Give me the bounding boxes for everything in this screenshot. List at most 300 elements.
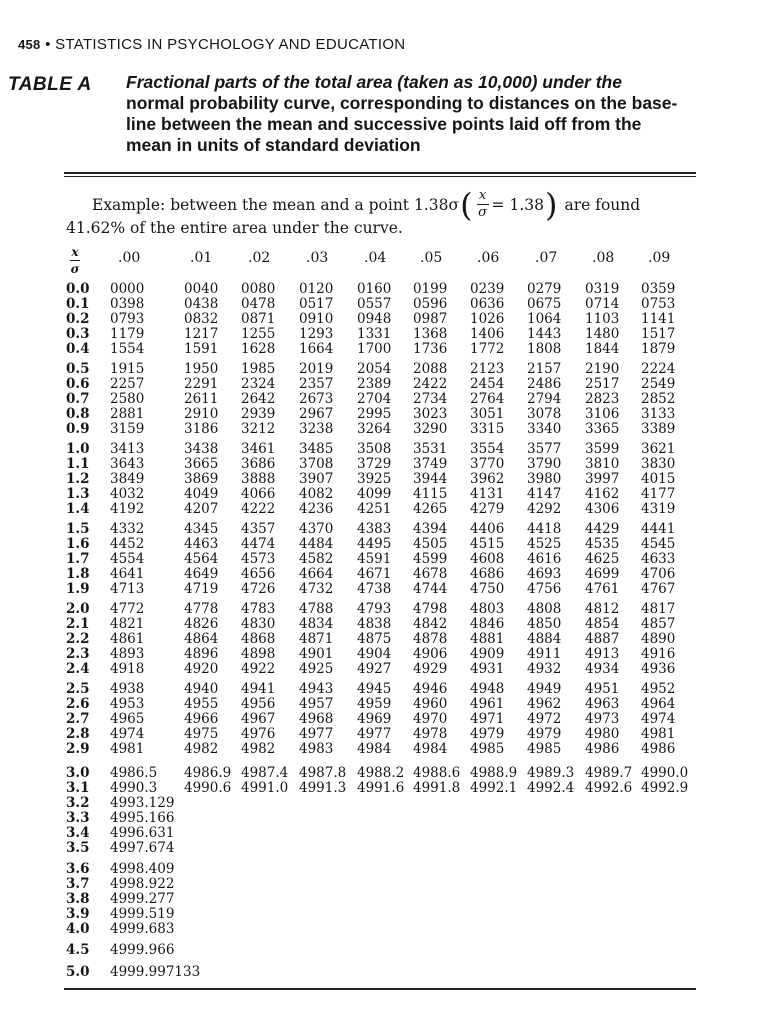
area-value: 4936 [641, 660, 676, 677]
area-value: 4898 [241, 645, 276, 662]
column-header: .02 [248, 250, 271, 266]
area-value: 4803 [470, 601, 505, 617]
area-value: 4279 [470, 500, 505, 517]
area-value: 4834 [299, 615, 334, 632]
area-value: 4049 [184, 485, 219, 502]
area-value: 4599 [413, 550, 448, 567]
area-value: 0438 [184, 295, 219, 312]
area-value: 0040 [184, 281, 219, 297]
area-value: 4726 [241, 580, 276, 597]
area-value: 4812 [585, 601, 620, 617]
area-value: 2389 [357, 375, 392, 392]
area-value: 3212 [241, 420, 276, 437]
area-value: 3925 [357, 470, 392, 487]
area-value: 0120 [299, 281, 334, 297]
area-value: 4978 [413, 725, 448, 742]
area-value: 0557 [357, 295, 392, 312]
area-value: 4987.8 [299, 765, 347, 781]
area-value: 4983 [299, 740, 334, 757]
area-value: 4778 [184, 601, 219, 617]
area-value: 4868 [241, 630, 276, 647]
area-value: 4756 [527, 580, 562, 597]
area-value: 1591 [184, 340, 219, 357]
area-value: 3729 [357, 455, 392, 472]
area-value: 4633 [641, 550, 676, 567]
area-value: 3365 [585, 420, 620, 437]
area-value: 4931 [470, 660, 505, 677]
area-value: 4693 [527, 565, 562, 582]
z-value: 0.7 [66, 390, 90, 407]
area-value: 4573 [241, 550, 276, 567]
area-value: 1026 [470, 310, 505, 327]
area-value: 3023 [413, 405, 448, 422]
area-value: 4474 [241, 535, 276, 552]
area-value: 0160 [357, 281, 392, 297]
area-value: 1443 [527, 325, 562, 342]
column-header: .09 [648, 250, 671, 266]
area-value: 4251 [357, 500, 392, 517]
area-value: 0596 [413, 295, 448, 312]
z-denominator: σ [70, 262, 80, 276]
area-value: 4821 [110, 615, 145, 632]
area-value: 4901 [299, 645, 334, 662]
area-value: 4991.8 [413, 779, 461, 796]
area-value: 4979 [527, 725, 562, 742]
column-header: .03 [306, 250, 329, 266]
area-value: 2967 [299, 405, 334, 422]
area-value: 4082 [299, 485, 334, 502]
area-value: 4960 [413, 695, 448, 712]
area-value: 3869 [184, 470, 219, 487]
area-value: 3508 [357, 441, 392, 457]
area-value: 4996.631 [110, 824, 175, 841]
area-value: 4545 [641, 535, 676, 552]
area-value: 4968 [299, 710, 334, 727]
area-value: 3264 [357, 420, 392, 437]
area-value: 4484 [299, 535, 334, 552]
area-value: 1517 [641, 325, 676, 342]
area-value: 4977 [299, 725, 334, 742]
column-header: .08 [592, 250, 615, 266]
area-value: 4838 [357, 615, 392, 632]
z-value: 3.0 [66, 765, 90, 781]
area-value: 2823 [585, 390, 620, 407]
area-value: 3599 [585, 441, 620, 457]
area-value: 1293 [299, 325, 334, 342]
area-value: 1628 [241, 340, 276, 357]
area-value: 4929 [413, 660, 448, 677]
area-value: 3159 [110, 420, 145, 437]
frac-numerator: x [478, 188, 487, 203]
area-value: 4830 [241, 615, 276, 632]
area-value: 4772 [110, 601, 145, 617]
area-value: 4999.519 [110, 905, 175, 922]
area-value: 4992.6 [585, 779, 633, 796]
area-value: 1406 [470, 325, 505, 342]
area-value: 4970 [413, 710, 448, 727]
z-value: 2.6 [66, 695, 90, 712]
area-value: 4871 [299, 630, 334, 647]
area-value: 4099 [357, 485, 392, 502]
area-value: 3461 [241, 441, 276, 457]
column-header: .01 [190, 250, 213, 266]
area-value: 4974 [110, 725, 145, 742]
area-value: 4938 [110, 681, 145, 697]
area-value: 4986 [585, 740, 620, 757]
area-value: 4808 [527, 601, 562, 617]
area-value: 3888 [241, 470, 276, 487]
area-value: 3907 [299, 470, 334, 487]
area-value: 4959 [357, 695, 392, 712]
area-value: 1844 [585, 340, 620, 357]
area-value: 4236 [299, 500, 334, 517]
area-value: 4971 [470, 710, 505, 727]
caption-line: mean in units of standard deviation [126, 135, 421, 155]
area-value: 4988.6 [413, 765, 461, 781]
area-value: 4988.9 [470, 765, 518, 781]
z-value: 2.2 [66, 630, 90, 647]
area-value: 1808 [527, 340, 562, 357]
z-value: 2.8 [66, 725, 90, 742]
z-value: 0.8 [66, 405, 90, 422]
column-header: .04 [364, 250, 387, 266]
area-value: 1879 [641, 340, 676, 357]
z-value: 5.0 [66, 964, 90, 980]
z-value: 0.3 [66, 325, 90, 342]
z-value: 1.3 [66, 485, 90, 502]
area-value: 0359 [641, 281, 676, 297]
z-value: 1.6 [66, 535, 90, 552]
area-value: 4975 [184, 725, 219, 742]
area-value: 4961 [470, 695, 505, 712]
area-value: 1368 [413, 325, 448, 342]
area-value: 0987 [413, 310, 448, 327]
area-value: 4319 [641, 500, 676, 517]
area-value: 4881 [470, 630, 505, 647]
area-value: 1772 [470, 340, 505, 357]
area-value: 4982 [184, 740, 219, 757]
area-value: 2157 [527, 361, 562, 377]
z-value: 3.6 [66, 861, 90, 877]
area-value: 4429 [585, 521, 620, 537]
area-value: 4678 [413, 565, 448, 582]
area-value: 4564 [184, 550, 219, 567]
area-value: 4934 [585, 660, 620, 677]
z-value: 1.5 [66, 521, 90, 537]
area-value: 4962 [527, 695, 562, 712]
area-value: 4452 [110, 535, 145, 552]
z-value: 0.4 [66, 340, 90, 357]
area-value: 3238 [299, 420, 334, 437]
area-value: 4913 [585, 645, 620, 662]
z-value: 4.0 [66, 920, 90, 937]
area-value: 4984 [413, 740, 448, 757]
area-value: 4955 [184, 695, 219, 712]
area-value: 1255 [241, 325, 276, 342]
z-value: 1.0 [66, 441, 90, 457]
z-value: 1.1 [66, 455, 90, 472]
area-value: 3078 [527, 405, 562, 422]
area-value: 3554 [470, 441, 505, 457]
area-value: 3749 [413, 455, 448, 472]
area-value: 0910 [299, 310, 334, 327]
area-value: 2704 [357, 390, 392, 407]
area-value: 1664 [299, 340, 334, 357]
z-value: 0.1 [66, 295, 90, 312]
area-value: 4357 [241, 521, 276, 537]
bullet: • [45, 36, 51, 53]
area-value: 4906 [413, 645, 448, 662]
area-value: 4850 [527, 615, 562, 632]
area-value: 1700 [357, 340, 392, 357]
area-value: 3830 [641, 455, 676, 472]
area-value: 4986 [641, 740, 676, 757]
z-value: 3.1 [66, 779, 90, 796]
area-value: 4699 [585, 565, 620, 582]
area-value: 2357 [299, 375, 334, 392]
right-paren: ) [544, 185, 558, 224]
area-value: 4505 [413, 535, 448, 552]
z-value: 2.0 [66, 601, 90, 617]
area-value: 0636 [470, 295, 505, 312]
z-value: 3.9 [66, 905, 90, 922]
area-value: 4965 [110, 710, 145, 727]
area-value: 3621 [641, 441, 676, 457]
z-value: 1.8 [66, 565, 90, 582]
area-value: 2910 [184, 405, 219, 422]
column-header: .05 [420, 250, 443, 266]
z-value: 2.4 [66, 660, 90, 677]
area-value: 4932 [527, 660, 562, 677]
area-value: 4986.5 [110, 765, 158, 781]
area-value: 4951 [585, 681, 620, 697]
area-value: 4817 [641, 601, 676, 617]
area-value: 4032 [110, 485, 145, 502]
area-value: 4641 [110, 565, 145, 582]
area-value: 0199 [413, 281, 448, 297]
area-value: 4857 [641, 615, 676, 632]
area-value: 4265 [413, 500, 448, 517]
z-value: 3.2 [66, 794, 90, 811]
area-value: 4982 [241, 740, 276, 757]
area-value: 4406 [470, 521, 505, 537]
area-value: 4207 [184, 500, 219, 517]
area-value: 4995.166 [110, 809, 175, 826]
area-value: 1554 [110, 340, 145, 357]
area-value: 4591 [357, 550, 392, 567]
area-value: 3665 [184, 455, 219, 472]
area-value: 3106 [585, 405, 620, 422]
area-value: 4964 [641, 695, 676, 712]
area-value: 4969 [357, 710, 392, 727]
area-value: 2995 [357, 405, 392, 422]
frac-denominator: σ [478, 205, 487, 220]
area-value: 4946 [413, 681, 448, 697]
left-paren: ( [460, 185, 473, 224]
area-value: 4998.409 [110, 861, 175, 877]
z-value: 3.7 [66, 875, 90, 892]
area-value: 4864 [184, 630, 219, 647]
area-value: 2422 [413, 375, 448, 392]
area-value: 4981 [641, 725, 676, 742]
area-value: 4608 [470, 550, 505, 567]
area-value: 4625 [585, 550, 620, 567]
area-value: 4927 [357, 660, 392, 677]
area-value: 4999.997133 [110, 964, 201, 980]
area-value: 3340 [527, 420, 562, 437]
area-value: 2764 [470, 390, 505, 407]
area-value: 1915 [110, 361, 145, 377]
area-value: 0080 [241, 281, 276, 297]
area-value: 4991.3 [299, 779, 347, 796]
area-value: 4985 [527, 740, 562, 757]
area-value: 4738 [357, 580, 392, 597]
area-value: 4948 [470, 681, 505, 697]
area-value: 4990.6 [184, 779, 232, 796]
area-value: 2794 [527, 390, 562, 407]
area-value: 4990.3 [110, 779, 158, 796]
area-value: 4292 [527, 500, 562, 517]
area-value: 4147 [527, 485, 562, 502]
z-value: 3.3 [66, 809, 90, 826]
area-value: 0279 [527, 281, 562, 297]
area-value: 4916 [641, 645, 676, 662]
area-value: 4582 [299, 550, 334, 567]
area-value: 4761 [585, 580, 620, 597]
area-value: 4986.9 [184, 765, 232, 781]
area-value: 4925 [299, 660, 334, 677]
table-label: TABLE A [8, 74, 92, 95]
area-value: 4793 [357, 601, 392, 617]
area-value: 4861 [110, 630, 145, 647]
area-value: 4993.129 [110, 794, 175, 811]
z-value: 1.4 [66, 500, 90, 517]
area-value: 3438 [184, 441, 219, 457]
area-value: 4991.6 [357, 779, 405, 796]
area-value: 4535 [585, 535, 620, 552]
area-value: 2088 [413, 361, 448, 377]
area-value: 4980 [585, 725, 620, 742]
area-value: 4909 [470, 645, 505, 662]
area-value: 2580 [110, 390, 145, 407]
z-value: 1.2 [66, 470, 90, 487]
area-value: 4616 [527, 550, 562, 567]
area-value: 4973 [585, 710, 620, 727]
area-value: 4656 [241, 565, 276, 582]
area-value: 2190 [585, 361, 620, 377]
area-value: 2611 [184, 390, 219, 407]
area-value: 2939 [241, 405, 276, 422]
area-value: 2642 [241, 390, 276, 407]
z-value: 0.2 [66, 310, 90, 327]
example-text-2: are found [564, 195, 641, 214]
area-value: 4783 [241, 601, 276, 617]
area-value: 4554 [110, 550, 145, 567]
caption-line: normal probability curve, corresponding to distances on the base- [126, 93, 678, 113]
example-text: Example: between the mean and a point 1.38σ [92, 195, 460, 214]
column-header: .07 [535, 250, 558, 266]
area-value: 3980 [527, 470, 562, 487]
area-value: 2517 [585, 375, 620, 392]
area-value: 3686 [241, 455, 276, 472]
area-value: 0714 [585, 295, 620, 312]
area-value: 4988.2 [357, 765, 405, 781]
z-value: 4.5 [66, 942, 90, 958]
area-value: 4732 [299, 580, 334, 597]
area-value: 4884 [527, 630, 562, 647]
area-value: 4943 [299, 681, 334, 697]
area-value: 4515 [470, 535, 505, 552]
area-value: 2257 [110, 375, 145, 392]
area-value: 4162 [585, 485, 620, 502]
area-value: 2673 [299, 390, 334, 407]
area-value: 1141 [641, 310, 676, 327]
column-header: .06 [477, 250, 500, 266]
area-value: 3944 [413, 470, 448, 487]
area-value: 4890 [641, 630, 676, 647]
area-value: 4957 [299, 695, 334, 712]
area-value: 2852 [641, 390, 676, 407]
z-value: 0.9 [66, 420, 90, 437]
area-value: 1064 [527, 310, 562, 327]
area-value: 4998.922 [110, 875, 175, 892]
area-value: 2291 [184, 375, 219, 392]
area-value: 3485 [299, 441, 334, 457]
area-value: 0675 [527, 295, 562, 312]
area-value: 2454 [470, 375, 505, 392]
caption-line: line between the mean and successive points laid off from the [126, 114, 642, 134]
area-value: 2019 [299, 361, 334, 377]
area-value: 4826 [184, 615, 219, 632]
area-value: 1331 [357, 325, 392, 342]
area-value: 3770 [470, 455, 505, 472]
area-value: 3643 [110, 455, 145, 472]
area-value: 3186 [184, 420, 219, 437]
area-value: 3962 [470, 470, 505, 487]
area-value: 4115 [413, 485, 448, 502]
area-value: 0832 [184, 310, 219, 327]
bottom-rule [64, 988, 696, 990]
area-value: 2123 [470, 361, 505, 377]
z-value: 0.6 [66, 375, 90, 392]
area-value: 4686 [470, 565, 505, 582]
area-value: 0793 [110, 310, 145, 327]
area-value: 4976 [241, 725, 276, 742]
area-value: 4952 [641, 681, 676, 697]
area-value: 1736 [413, 340, 448, 357]
area-value: 4953 [110, 695, 145, 712]
z-value: 2.1 [66, 615, 90, 632]
area-value: 4972 [527, 710, 562, 727]
area-value: 4846 [470, 615, 505, 632]
area-value: 4918 [110, 660, 145, 677]
area-value: 1217 [184, 325, 219, 342]
area-value: 0398 [110, 295, 145, 312]
area-value: 4987.4 [241, 765, 289, 781]
z-value: 1.9 [66, 580, 90, 597]
area-value: 4893 [110, 645, 145, 662]
area-value: 2324 [241, 375, 276, 392]
z-value: 2.9 [66, 740, 90, 757]
running-title: STATISTICS IN PSYCHOLOGY AND EDUCATION [55, 36, 406, 53]
z-value: 3.4 [66, 824, 90, 841]
area-value: 4922 [241, 660, 276, 677]
column-header: .00 [118, 250, 141, 266]
area-value: 4977 [357, 725, 392, 742]
area-value: 4713 [110, 580, 145, 597]
area-value: 3790 [527, 455, 562, 472]
area-value: 4767 [641, 580, 676, 597]
